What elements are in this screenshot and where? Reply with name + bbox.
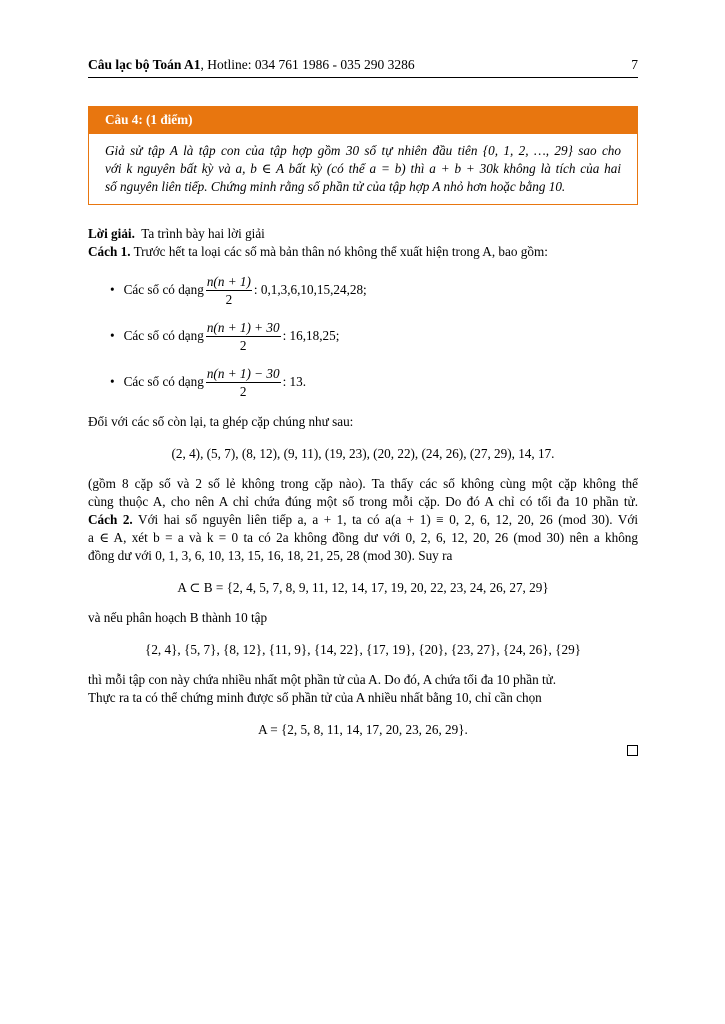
qed-row [88,741,638,759]
list-item [110,313,638,359]
method2-text: Với hai số nguyên liên tiếp a, a + 1, ta có a(a + 1) ≡ 0, 2, 6, 12, 20, 26 (mod 30). Với [138,512,638,527]
bullet-dot: • [110,282,115,297]
fraction-denominator: 2 [225,291,233,307]
method2-line: đồng dư với 0, 1, 3, 6, 10, 13, 15, 16, 18, 21, 25, 28 (mod 30). Suy ra [88,548,453,563]
pair-intro: Đối với các số còn lại, ta ghép cặp chúng như sau: [88,414,354,429]
problem-line: với k nguyên bất kỳ và a, b ∈ A bất kỳ (có thể a = b) thì a + b + 30k không là tích của hai [105,161,621,176]
fraction-numerator: n(n + 1) − 30 [206,365,280,381]
bullet-prefix: Các số có dạng [123,374,204,389]
bullet-values: : 13. [282,374,307,389]
fraction [206,274,252,307]
document-page [88,56,638,759]
page-header [88,56,638,74]
method1-line [88,243,638,261]
final-formula: A = {2, 5, 8, 11, 14, 17, 20, 23, 26, 29}. [258,722,468,737]
partition-intro: và nếu phân hoạch B thành 10 tập [88,610,268,625]
bullet-values: : 16,18,25; [282,328,340,343]
subset-formula: A ⊂ B = {2, 4, 5, 7, 8, 9, 11, 12, 14, 17, 19, 20, 22, 23, 24, 26, 27, 29} [177,580,549,595]
solution-intro: Ta trình bày hai lời giải [141,226,265,241]
bullet-dot: • [110,328,115,343]
fraction-numerator: n(n + 1) [206,273,251,289]
page-number: 7 [631,57,638,72]
bullet-prefix: Các số có dạng [123,328,204,343]
header-rule [88,77,638,78]
problem-line: số nguyên liên tiếp. Chứng minh rằng số phần tử của tập hợp A nhỏ hơn hoặc bằng 10. [105,179,566,194]
method2-line [88,511,638,529]
header-title [88,56,415,74]
solution [88,225,638,759]
pairs-note-line: (gồm 8 cặp số và 2 số lẻ không trong cặp nào). Ta thấy các số không cùng một cặp không thể [88,476,638,491]
bullet-dot: • [110,374,115,389]
bullet-values: : 0,1,3,6,10,15,24,28; [253,282,367,297]
club-name: Câu lạc bộ Toán A1 [88,57,201,72]
fraction-denominator: 2 [239,383,247,399]
pairs-note-line: cùng thuộc A, cho nên A chỉ chứa đúng một số trong mỗi cặp. Do đó A chỉ có tối đa 10 phần tử. [88,494,638,509]
fraction [206,366,281,399]
fraction-numerator: n(n + 1) + 30 [206,319,280,335]
fraction [206,320,281,353]
problem-statement [89,134,637,204]
fraction-denominator: 2 [239,337,247,353]
problem-title: Câu 4: (1 điểm) [89,107,637,134]
method1-text: Trước hết ta loại các số mà bản thân nó không thể xuất hiện trong A, bao gồm: [133,244,548,259]
method1-label: Cách 1. [88,244,131,259]
solution-heading-line [88,225,638,243]
list-item [110,267,638,313]
qed-square-icon [627,745,638,756]
solution-heading: Lời giải. [88,226,135,241]
pairs-formula: (2, 4), (5, 7), (8, 12), (9, 11), (19, 23), (20, 22), (24, 26), (27, 29), 14, 17. [171,446,555,461]
conclusion-line: Thực ra ta có thể chứng minh được số phần tử của A nhiều nhất bằng 10, chỉ cần chọn [88,690,542,705]
list-item [110,359,638,405]
hotline: , Hotline: 034 761 1986 - 035 290 3286 [200,57,415,72]
conclusion-line: thì mỗi tập con này chứa nhiều nhất một phần tử của A. Do đó, A chứa tối đa 10 phần tử. [88,672,557,687]
problem-line: Giả sử tập A là tập con của tập hợp gồm 30 số tự nhiên đầu tiên {0, 1, 2, …, 29} sao cho [105,143,621,158]
bullet-prefix: Các số có dạng [123,282,204,297]
problem-box [88,106,638,205]
excluded-list [88,267,638,405]
method2-line: a ∈ A, xét b = a và k = 0 ta có 2a không đồng dư với 0, 2, 6, 12, 20, 26 (mod 30) nên a không [88,530,638,545]
partition-formula: {2, 4}, {5, 7}, {8, 12}, {11, 9}, {14, 22}, {17, 19}, {20}, {23, 27}, {24, 26}, {29} [144,642,581,657]
method2-label: Cách 2. [88,512,133,527]
